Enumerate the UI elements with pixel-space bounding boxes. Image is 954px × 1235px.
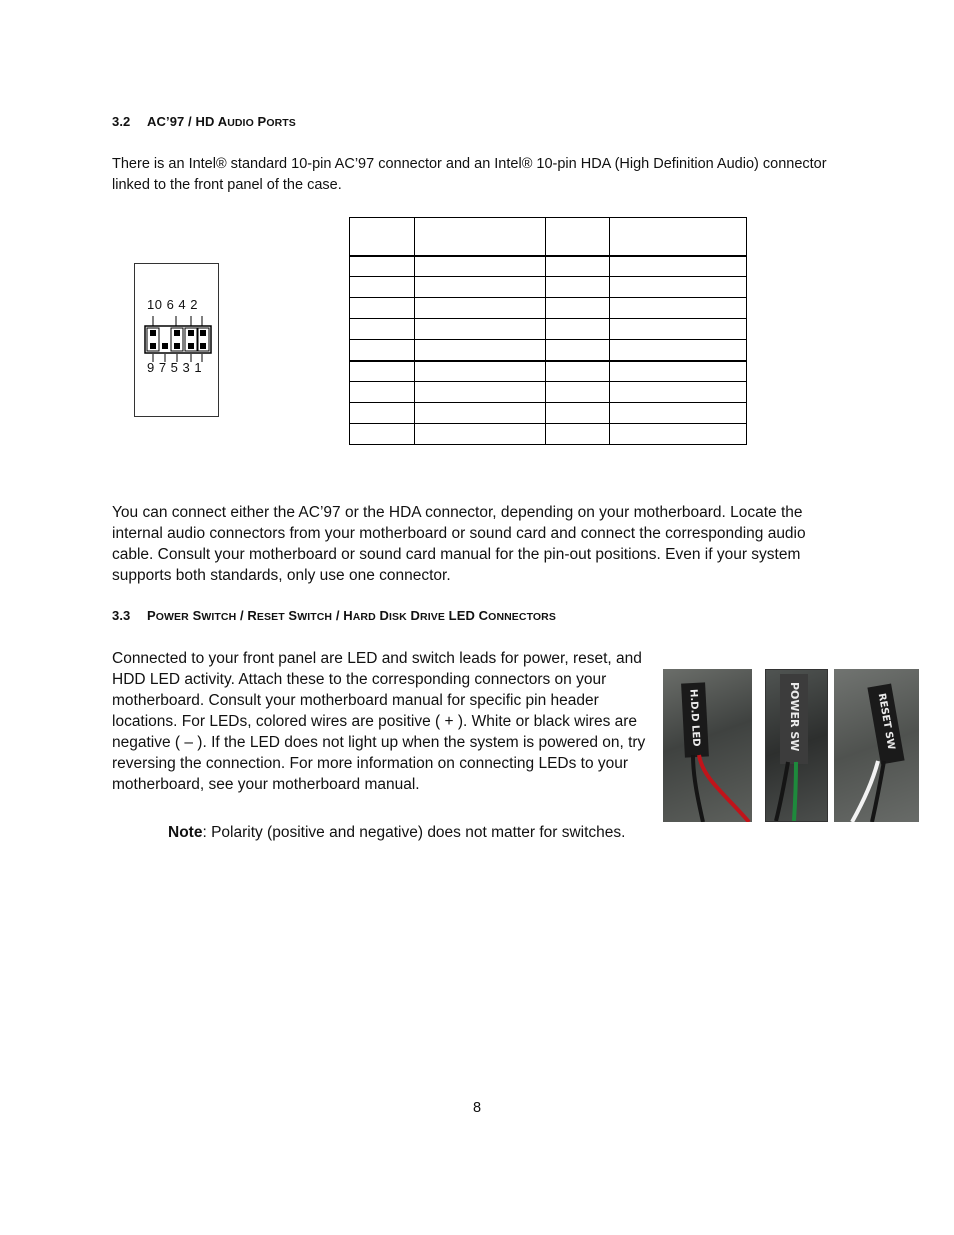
page-number: 8 <box>472 1100 482 1116</box>
pin-header-diagram <box>134 263 219 417</box>
title-fragment: OWER <box>155 611 189 623</box>
title-fragment: AC’97 / HD A <box>147 114 228 129</box>
table-row <box>350 256 747 277</box>
table-row <box>350 277 747 298</box>
table-cell <box>414 277 546 298</box>
power-sw-wires <box>766 670 827 821</box>
title-fragment: LED C <box>444 608 489 623</box>
section-number: 3.3 <box>112 608 131 623</box>
table-cell <box>414 340 546 361</box>
table-cell <box>414 424 546 445</box>
section-title <box>147 608 556 623</box>
table-cell <box>610 218 747 256</box>
audio-connection-paragraph: You can connect either the AC’97 or the HDA connector, depending on your motherboard. Locate the internal audio connectors from your motherboard or sound card and connect the corresponding audio cable. Consult your motherboard or sound card manual for the pin-out positions. Even if your system supports both standards, only use one connector. <box>112 504 806 584</box>
pin-bottom-labels: 9 7 5 3 1 <box>147 360 203 375</box>
reset-sw-connector-photo <box>834 669 919 822</box>
polarity-note <box>168 822 688 843</box>
table-cell <box>546 319 610 340</box>
front-panel-paragraph: Connected to your front panel are LED and switch leads for power, reset, and HDD LED activity. Attach these to the corresponding connectors on your motherboard. Consult your motherboard manual for specific pin header locations. For LEDs, colored wires are positive ( + ). White or black wires are negative ( – ). If the LED does not light up when the system is powered on, try reversing the connection. For more information on connecting LEDs to your motherboard, see your motherboard manual. <box>112 650 646 793</box>
table-cell <box>610 277 747 298</box>
table-row <box>350 298 747 319</box>
section-title <box>147 114 296 129</box>
title-fragment: ONNECTORS <box>488 611 556 623</box>
table-row <box>350 319 747 340</box>
title-fragment: ISK <box>389 611 407 623</box>
table-cell <box>610 256 747 277</box>
note-label: Note <box>168 824 203 841</box>
table-cell <box>414 382 546 403</box>
table-cell <box>546 424 610 445</box>
title-fragment: UDIO <box>227 117 254 129</box>
table-cell <box>546 277 610 298</box>
table-cell <box>610 382 747 403</box>
table-cell <box>350 277 415 298</box>
title-fragment: WITCH <box>297 611 333 623</box>
title-fragment: P <box>253 114 267 129</box>
title-fragment: ESET <box>256 611 285 623</box>
power-sw-label: POWER SW <box>788 682 801 752</box>
pin-header-graphic <box>135 264 218 416</box>
table-cell <box>350 218 415 256</box>
table-cell <box>546 298 610 319</box>
hdd-led-wire-1 <box>699 755 749 822</box>
table-cell <box>350 361 415 382</box>
table-row <box>350 424 747 445</box>
title-fragment: D <box>375 608 390 623</box>
section-number: 3.2 <box>112 114 131 129</box>
table-cell <box>350 340 415 361</box>
table-cell <box>414 403 546 424</box>
audio-intro-paragraph: There is an Intel® standard 10-pin AC’97 connector and an Intel® 10-pin HDA (High Definition Audio) connector linked to the front panel of the case. <box>112 156 827 193</box>
table-cell <box>414 256 546 277</box>
title-fragment: WITCH <box>201 611 237 623</box>
title-fragment: ORTS <box>266 117 296 129</box>
hdd-led-connector-photo <box>663 669 752 822</box>
table-row <box>350 382 747 403</box>
power-sw-connector-photo <box>765 669 828 822</box>
table-cell <box>610 340 747 361</box>
table-cell <box>414 298 546 319</box>
table-cell <box>546 403 610 424</box>
table-cell <box>546 361 610 382</box>
table-row <box>350 403 747 424</box>
note-text: : Polarity (positive and negative) does not matter for switches. <box>202 824 626 841</box>
table-cell <box>414 319 546 340</box>
table-cell <box>546 256 610 277</box>
table-cell <box>350 256 415 277</box>
power-sw-wire-1 <box>794 762 796 821</box>
table-row <box>350 361 747 382</box>
table-cell <box>610 319 747 340</box>
pin-top-labels: 10 6 4 2 <box>147 297 198 312</box>
title-fragment: ARD <box>352 611 376 623</box>
table-cell <box>350 403 415 424</box>
title-fragment: S <box>284 608 298 623</box>
title-fragment: RIVE <box>420 611 445 623</box>
title-fragment: / R <box>236 608 257 623</box>
reset-sw-wires <box>834 669 919 822</box>
table-cell <box>610 403 747 424</box>
table-cell <box>350 298 415 319</box>
hdd-led-label: H.D.D LED <box>687 688 702 747</box>
table-cell <box>610 298 747 319</box>
title-fragment: P <box>147 608 156 623</box>
section-3-2-heading <box>112 114 296 129</box>
pin-assignment-table <box>349 217 747 445</box>
power-sw-wire-2 <box>776 762 788 821</box>
table-row <box>350 218 747 256</box>
table-cell <box>414 361 546 382</box>
table-cell <box>546 340 610 361</box>
table-cell <box>546 382 610 403</box>
title-fragment: D <box>406 608 421 623</box>
section-3-3-heading <box>112 608 556 623</box>
hdd-led-wires <box>663 669 752 822</box>
table-cell <box>350 319 415 340</box>
table-cell <box>350 382 415 403</box>
table-cell <box>610 424 747 445</box>
table-cell <box>414 218 546 256</box>
table-cell <box>610 361 747 382</box>
table-cell <box>350 424 415 445</box>
table-row <box>350 340 747 361</box>
reset-sw-label: RESET SW <box>875 692 897 751</box>
table-cell <box>546 218 610 256</box>
title-fragment: S <box>188 608 202 623</box>
title-fragment: / H <box>332 608 353 623</box>
